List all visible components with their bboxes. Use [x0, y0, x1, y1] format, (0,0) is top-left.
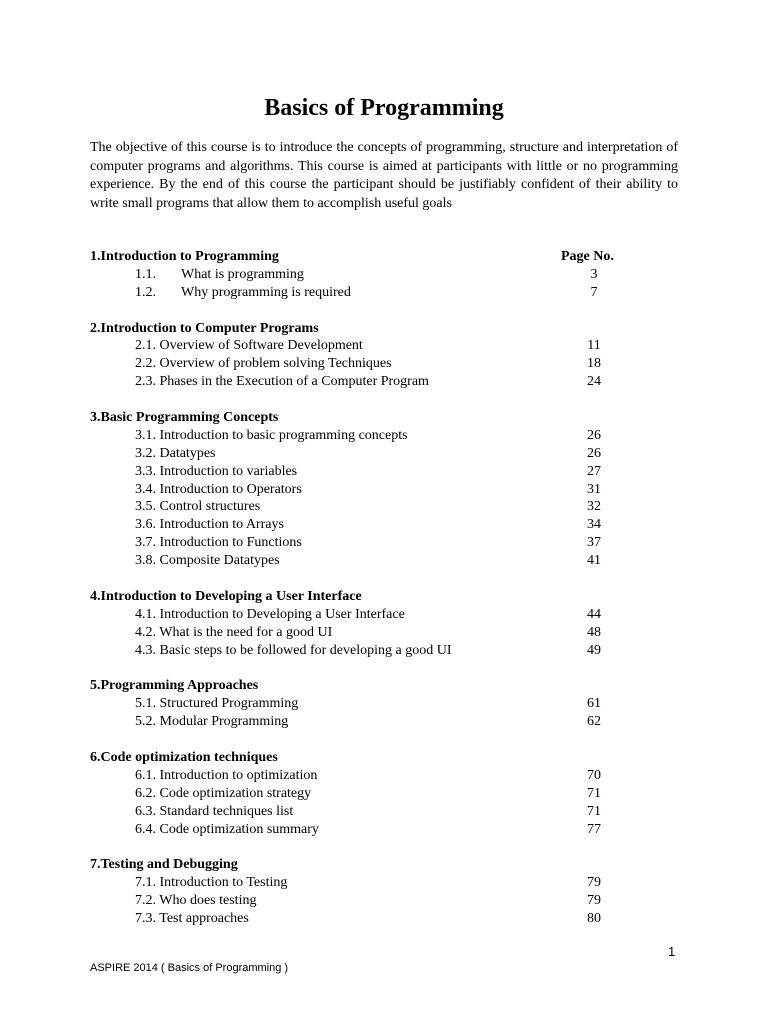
- entry-page: 70: [587, 767, 601, 783]
- entry-title: 2.1. Overview of Software Development: [135, 338, 363, 354]
- toc-section-heading: [90, 409, 678, 427]
- entry-title: 3.4. Introduction to Operators: [135, 481, 302, 497]
- toc-entry: [90, 803, 678, 821]
- entry-page: 26: [587, 445, 601, 461]
- section-title: 2.Introduction to Computer Programs: [90, 320, 319, 336]
- toc-entry: [90, 355, 678, 373]
- toc-entry: [90, 624, 678, 642]
- entry-title: 7.1. Introduction to Testing: [135, 875, 288, 891]
- entry-title: 4.3. Basic steps to be followed for developing a good UI: [135, 642, 452, 658]
- entry-number: 1.1.: [135, 266, 156, 282]
- course-objective-paragraph: The objective of this course is to introduce the concepts of programming, structure and interpretation of computer programs and algorithms. This course is aimed at participants with little or no programming experience. By the end of this course the participant should be justifiably confident of their ability to write small programs that allow them to accomplish useful goals: [90, 140, 678, 211]
- section-title: 1.Introduction to Programming: [90, 249, 279, 264]
- toc-entry: [90, 427, 678, 445]
- entry-page: 24: [587, 374, 601, 390]
- toc-entry: [90, 892, 678, 910]
- entry-title: 2.2. Overview of problem solving Techniques: [135, 356, 392, 372]
- entry-page: 79: [587, 893, 601, 909]
- section-title: 6.Code optimization techniques: [90, 749, 278, 765]
- entry-title: 4.1. Introduction to Developing a User Interface: [135, 606, 405, 622]
- toc-entry: [90, 606, 678, 624]
- entry-page: 37: [587, 535, 601, 551]
- toc-section-heading: [90, 856, 678, 874]
- toc-entry: [90, 642, 678, 660]
- entry-title: 2.3. Phases in the Execution of a Computer Program: [135, 374, 429, 390]
- toc-entry: [90, 552, 678, 570]
- toc-section-heading: [90, 248, 678, 266]
- toc-entry: [90, 534, 678, 552]
- section-spacer: [90, 391, 678, 409]
- toc-section-heading: [90, 677, 678, 695]
- section-spacer: [90, 731, 678, 749]
- entry-page: 31: [587, 481, 601, 497]
- entry-title: 6.2. Code optimization strategy: [135, 785, 312, 801]
- section-spacer: [90, 570, 678, 588]
- toc-entry: [90, 337, 678, 355]
- section-title: 5.Programming Approaches: [90, 678, 259, 694]
- entry-title: 3.5. Control structures: [135, 499, 261, 515]
- entry-page: 44: [587, 606, 601, 622]
- entry-title: 6.3. Standard techniques list: [135, 803, 294, 819]
- entry-page: 48: [587, 624, 601, 640]
- entry-page: 34: [587, 517, 601, 533]
- section-spacer: [90, 302, 678, 320]
- entry-title: 7.3. Test approaches: [135, 910, 249, 926]
- entry-title: 3.7. Introduction to Functions: [135, 535, 302, 551]
- section-title: 4.Introduction to Developing a User Interface: [90, 588, 362, 604]
- toc-entry: [90, 373, 678, 391]
- toc-entry: [90, 284, 678, 302]
- toc-entry: [90, 874, 678, 892]
- entry-title: 7.2. Who does testing: [135, 893, 257, 909]
- entry-title: 3.6. Introduction to Arrays: [135, 517, 284, 533]
- toc-entry: [90, 481, 678, 499]
- page-number: 1: [668, 944, 676, 959]
- entry-page: 11: [587, 338, 601, 354]
- entry-title: 6.1. Introduction to optimization: [135, 767, 318, 783]
- entry-page: 71: [587, 803, 601, 819]
- section-title: 3.Basic Programming Concepts: [90, 410, 279, 426]
- entry-page: 18: [587, 356, 601, 372]
- entry-page: 77: [587, 821, 601, 837]
- section-spacer: [90, 659, 678, 677]
- entry-title: 3.1. Introduction to basic programming concepts: [135, 427, 408, 443]
- document-title: Basics of Programming: [264, 95, 504, 121]
- toc-entry: [90, 695, 678, 713]
- entry-title: 6.4. Code optimization summary: [135, 821, 319, 837]
- toc-entry: [90, 785, 678, 803]
- toc-entry: [90, 713, 678, 731]
- toc-entry: [90, 266, 678, 284]
- entry-number: 1.2.: [135, 284, 156, 300]
- entry-page: 32: [587, 499, 601, 515]
- section-spacer: [90, 838, 678, 856]
- toc-section-heading: [90, 749, 678, 767]
- entry-page: 26: [587, 427, 601, 443]
- entry-page: 80: [587, 910, 601, 926]
- toc-entry: [90, 821, 678, 839]
- toc-section-heading: [90, 320, 678, 338]
- toc-entry: [90, 767, 678, 785]
- entry-title: What is programming: [181, 266, 304, 282]
- entry-title: 3.3. Introduction to variables: [135, 463, 298, 479]
- entry-title: 3.8. Composite Datatypes: [135, 553, 280, 569]
- entry-page: 79: [587, 875, 601, 891]
- toc-entry: [90, 463, 678, 481]
- entry-title: Why programming is required: [181, 284, 351, 300]
- page-no-header: Page No.: [561, 249, 614, 264]
- entry-page: 27: [587, 463, 601, 479]
- entry-page: 41: [587, 553, 601, 569]
- toc-section-heading: [90, 588, 678, 606]
- entry-page: 7: [590, 284, 598, 300]
- toc-entry: [90, 910, 678, 928]
- entry-page: 62: [587, 714, 601, 730]
- entry-page: 49: [587, 642, 601, 658]
- entry-page: 3: [590, 266, 598, 282]
- entry-page: 71: [587, 785, 601, 801]
- toc-entry: [90, 516, 678, 534]
- toc-entry: [90, 498, 678, 516]
- page-footer: ASPIRE 2014 ( Basics of Programming ): [90, 962, 289, 974]
- entry-title: 5.2. Modular Programming: [135, 714, 289, 730]
- entry-title: 5.1. Structured Programming: [135, 696, 299, 712]
- entry-title: 4.2. What is the need for a good UI: [135, 624, 333, 640]
- entry-title: 3.2. Datatypes: [135, 445, 216, 461]
- entry-page: 61: [587, 696, 601, 712]
- toc-entry: [90, 445, 678, 463]
- section-title: 7.Testing and Debugging: [90, 857, 238, 873]
- table-of-contents: [90, 248, 678, 928]
